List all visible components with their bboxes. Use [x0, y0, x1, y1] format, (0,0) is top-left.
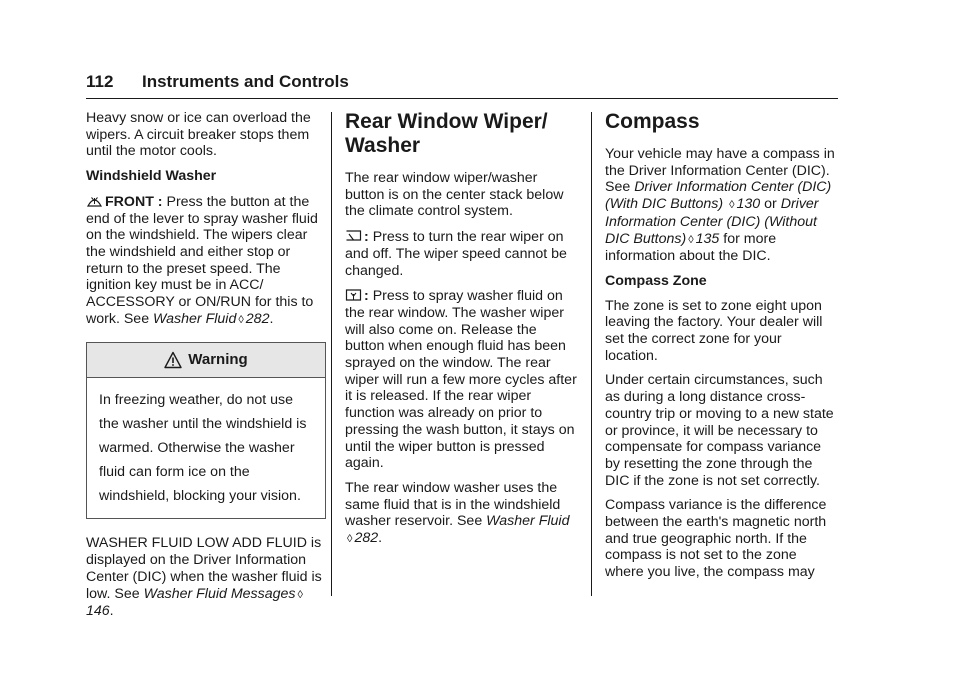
rear-wiper-paragraph: : Press to turn the rear wiper on and off. The wiper speed cannot be changed.: [345, 229, 567, 279]
front-washer-paragraph: FRONT : Press the button at the end of the lever to spray washer fluid on the windshield. The wipers clear the windshield and either stop or return to the preset speed. The ignition key must be in ACC/ ACCESSORY or ON/RUN for this to work. See Washer Fluid ◊ 282.: [86, 193, 318, 327]
warning-triangle-icon: [164, 351, 182, 369]
rear-reservoir-text: The rear window washer uses the same fluid that is in the windshield washer reservoir. See: [345, 479, 561, 530]
page-header: [86, 72, 838, 100]
warning-header: [87, 343, 325, 378]
warning-box: [86, 342, 326, 519]
page-number: 112: [86, 72, 114, 91]
rear-reservoir-paragraph: The rear window washer uses the same fluid that is in the windshield washer reservoir. See Washer Fluid◊ 282.: [345, 479, 570, 547]
column-divider-right: [591, 112, 592, 596]
windshield-washer-icon: [86, 193, 103, 208]
header-rule: [86, 98, 838, 99]
washer-fluid-link[interactable]: Washer Fluid: [153, 310, 237, 327]
or-text: or: [760, 196, 781, 213]
washer-fluid-messages-page[interactable]: 146: [86, 603, 110, 620]
washer-fluid-page[interactable]: 282: [245, 310, 270, 327]
compass-intro-text: Your vehicle may have a compass in the Driver Information Center (DIC). See: [605, 146, 835, 196]
low-fluid-text: WASHER FLUID LOW ADD FLUID is displayed on the Driver Information Center (DIC) when the washer fluid is low. See: [86, 535, 322, 602]
dic-without-buttons-link[interactable]: Driver Information Center (DIC) (Without DIC Buttons): [605, 196, 819, 247]
rear-washer-icon: [345, 287, 362, 302]
snow-ice-paragraph: Heavy snow or ice can overload the wipers. A circuit breaker stops them until the motor cools.: [86, 110, 311, 160]
warning-title: Warning: [188, 351, 248, 369]
low-fluid-paragraph: WASHER FLUID LOW ADD FLUID is displayed on the Driver Information Center (DIC) when the washer fluid is low. See Washer Fluid Messages ◊146.: [86, 535, 322, 620]
rear-washer-fluid-page[interactable]: 282: [354, 530, 379, 547]
compass-intro-paragraph: [605, 146, 837, 265]
rear-washer-paragraph: : Press to spray washer fluid on the rear window. The washer wiper will also come on. Release the button when enough fluid has been sprayed on the window. The rear wiper will run a few more cycles after it is released. If the rear wiper function was already on prior to pressing the wash button, it stays on until the wiper button is pressed again.: [345, 288, 577, 472]
section-title: Instruments and Controls: [142, 72, 349, 91]
compass-zone-paragraph: The zone is set to zone eight upon leaving the factory. Your dealer will set the correct zone for your location.: [605, 297, 823, 364]
compass-variance-paragraph: Compass variance is the difference between the earth's magnetic north and true geographic north. If the compass is not set to the zone where you live, the compass may: [605, 497, 827, 581]
column-middle: [345, 110, 577, 556]
front-label: FRONT :: [105, 193, 163, 210]
page-reference-icon: ◊: [347, 533, 353, 546]
windshield-washer-heading: Windshield Washer: [86, 168, 217, 185]
page-reference-icon: ◊: [729, 199, 735, 212]
dic-with-buttons-link[interactable]: Driver Information Center (DIC) (With DIC Buttons): [605, 179, 832, 213]
front-text: Press the button at the end of the lever to spray washer fluid on the windshield. The wipers clear the windshield and either stop or return to the preset speed. The ignition key must be in ACC/ ACCESSORY or ON/RUN for this to work. See: [86, 193, 318, 327]
compass-circumstances-paragraph: Under certain circumstances, such as during a long distance cross-country trip or moving to a new state or province, it will be necessary to compensate for compass variance by resetting the zone through the DIC if the zone is not set correctly.: [605, 372, 834, 489]
dic-with-buttons-page[interactable]: 130: [736, 196, 761, 213]
after-ref-text: for more information about the DIC.: [605, 230, 777, 265]
washer-fluid-messages-link[interactable]: Washer Fluid Messages: [143, 585, 296, 602]
compass-heading: Compass: [605, 110, 700, 133]
column-left: [86, 110, 326, 628]
rear-wiper-text: Press to turn the rear wiper on and off. The wiper speed cannot be changed.: [345, 229, 567, 279]
rear-washer-text: Press to spray washer fluid on the rear window. The washer wiper will also come on. Release the button when enough fluid has been sprayed on the window. The rear wiper will run a few more cycles after it is released. If the rear wiper function was already on prior to pressing the wash button, it stays on until the wiper button is pressed again.: [345, 288, 577, 472]
page-reference-icon: ◊: [688, 233, 694, 246]
rear-wiper-icon: [345, 228, 362, 243]
page-reference-icon: ◊: [238, 313, 244, 326]
rear-wiper-washer-heading: Rear Window Wiper/ Washer: [345, 110, 548, 157]
warning-text: In freezing weather, do not use the washer until the windshield is warmed. Otherwise the washer fluid can form ice on the windshield, blocking your vision.: [99, 392, 307, 505]
rear-intro-paragraph: The rear window wiper/washer button is on the center stack below the climate control system.: [345, 170, 564, 220]
compass-zone-heading: Compass Zone: [605, 272, 707, 289]
column-right: [605, 110, 837, 589]
column-divider-left: [331, 112, 332, 596]
dic-without-buttons-page[interactable]: 135: [695, 230, 720, 247]
page-reference-icon: ◊: [297, 588, 303, 601]
rear-washer-fluid-link[interactable]: Washer Fluid: [486, 513, 570, 530]
